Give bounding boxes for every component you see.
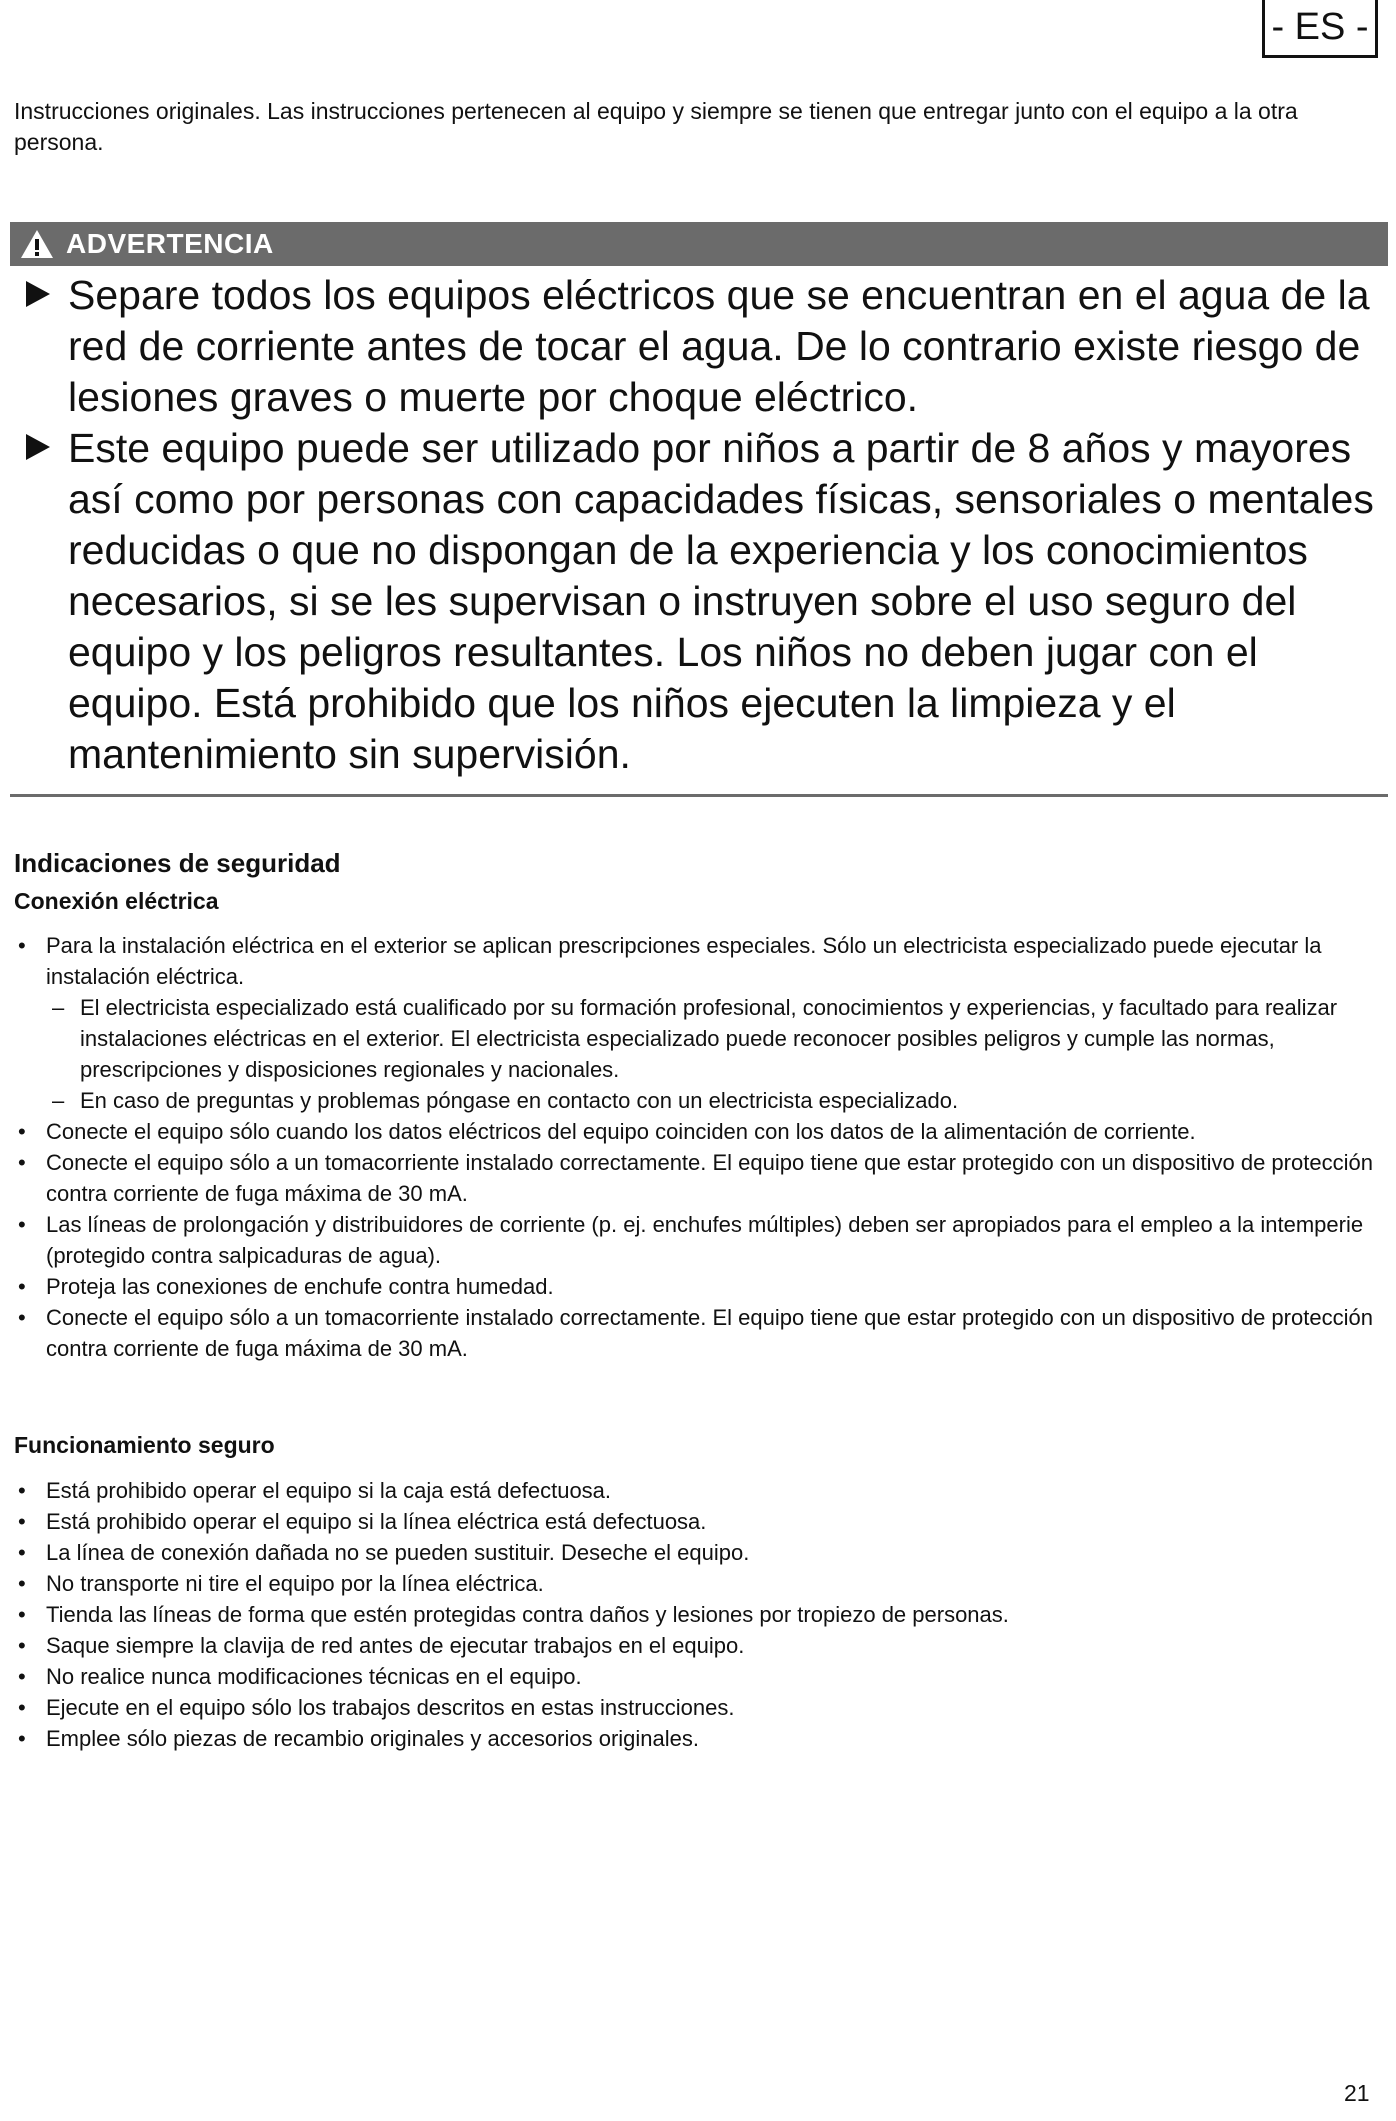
section-title: Indicaciones de seguridad (14, 848, 341, 878)
list-item: • Las líneas de prolongación y distribuidores de corriente (p. ej. enchufes múltiples) deben ser apropiados para el empleo a la intemperie (protegido contra salpicaduras de agua). (14, 1209, 1374, 1271)
sub-list-item: – En caso de preguntas y problemas póngase en contacto con un electricista especializado. (46, 1085, 1374, 1116)
list-item: • Conecte el equipo sólo cuando los datos eléctricos del equipo coinciden con los datos de la alimentación de corriente. (14, 1116, 1374, 1147)
list-item: • Conecte el equipo sólo a un tomacorriente instalado correctamente. El equipo tiene que estar protegido con un dispositivo de protección contra corriente de fuga máxima de 30 mA. (14, 1302, 1374, 1364)
warning-triangle-icon (20, 229, 54, 259)
list-item: • Proteja las conexiones de enchufe contra humedad. (14, 1271, 1374, 1302)
page-number: 21 (1344, 2080, 1370, 2106)
warning-item: Separe todos los equipos eléctricos que se encuentran en el agua de la red de corriente antes de tocar el agua. De lo contrario existe riesgo de lesiones graves o muerte por choque eléctrico. (20, 270, 1380, 423)
operation-list (14, 1475, 1374, 1754)
list-item: • Conecte el equipo sólo a un tomacorriente instalado correctamente. El equipo tiene que estar protegido con un dispositivo de protección contra corriente de fuga máxima de 30 mA. (14, 1147, 1374, 1209)
subsection-title-operation: Funcionamiento seguro (14, 1432, 275, 1458)
list-item: • La línea de conexión dañada no se pueden sustituir. Deseche el equipo. (14, 1537, 1374, 1568)
list-item: • Saque siempre la clavija de red antes de ejecutar trabajos en el equipo. (14, 1630, 1374, 1661)
list-item: • Tienda las líneas de forma que estén protegidas contra daños y lesiones por tropiezo de personas. (14, 1599, 1374, 1630)
warning-title: ADVERTENCIA (66, 228, 274, 259)
list-item: • Para la instalación eléctrica en el exterior se aplican prescripciones especiales. Sólo un electricista especializado puede ejecutar la instalación eléctrica. – El electricista especializado está cualificado por su formación profesional, conocimientos y experiencias, y facultado para realizar instalaciones eléctricas en el exterior. El electricista especializado puede reconocer posibles peligros y cumple las normas, prescripciones y disposiciones regionales y nacionales. – En caso de preguntas y problemas póngase en contacto con un electricista especializado. (14, 930, 1374, 1116)
warning-item: Este equipo puede ser utilizado por niños a partir de 8 años y mayores así como por personas con capacidades físicas, sensoriales o mentales reducidas o que no dispongan de la experiencia y los conocimientos necesarios, si se les supervisan o instruyen sobre el uso seguro del equipo y los peligros resultantes. Los niños no deben jugar con el equipo. Está prohibido que los niños ejecuten la limpieza y el mantenimiento sin supervisión. (20, 423, 1380, 780)
list-item: • Emplee sólo piezas de recambio originales y accesorios originales. (14, 1723, 1374, 1754)
list-item: • No realice nunca modificaciones técnicas en el equipo. (14, 1661, 1374, 1692)
list-item: • No transporte ni tire el equipo por la línea eléctrica. (14, 1568, 1374, 1599)
arrow-right-icon (24, 279, 52, 309)
list-item: • Está prohibido operar el equipo si la línea eléctrica está defectuosa. (14, 1506, 1374, 1537)
sub-list (46, 992, 1374, 1116)
electrical-list (14, 930, 1374, 1364)
list-item: • Está prohibido operar el equipo si la caja está defectuosa. (14, 1475, 1374, 1506)
language-tag: - ES - (1262, 0, 1378, 58)
sub-list-item: – El electricista especializado está cualificado por su formación profesional, conocimientos y experiencias, y facultado para realizar instalaciones eléctricas en el exterior. El electricista especializado puede reconocer posibles peligros y cumple las normas, prescripciones y disposiciones regionales y nacionales. (46, 992, 1374, 1085)
subsection-title-electrical: Conexión eléctrica (14, 888, 219, 914)
intro-text: Instrucciones originales. Las instrucciones pertenecen al equipo y siempre se tienen que entregar junto con el equipo a la otra persona. (14, 98, 1298, 155)
arrow-right-icon (24, 432, 52, 462)
warning-list (20, 270, 1380, 780)
list-item: • Ejecute en el equipo sólo los trabajos descritos en estas instrucciones. (14, 1692, 1374, 1723)
section-divider (10, 794, 1388, 797)
warning-header (10, 222, 1388, 266)
